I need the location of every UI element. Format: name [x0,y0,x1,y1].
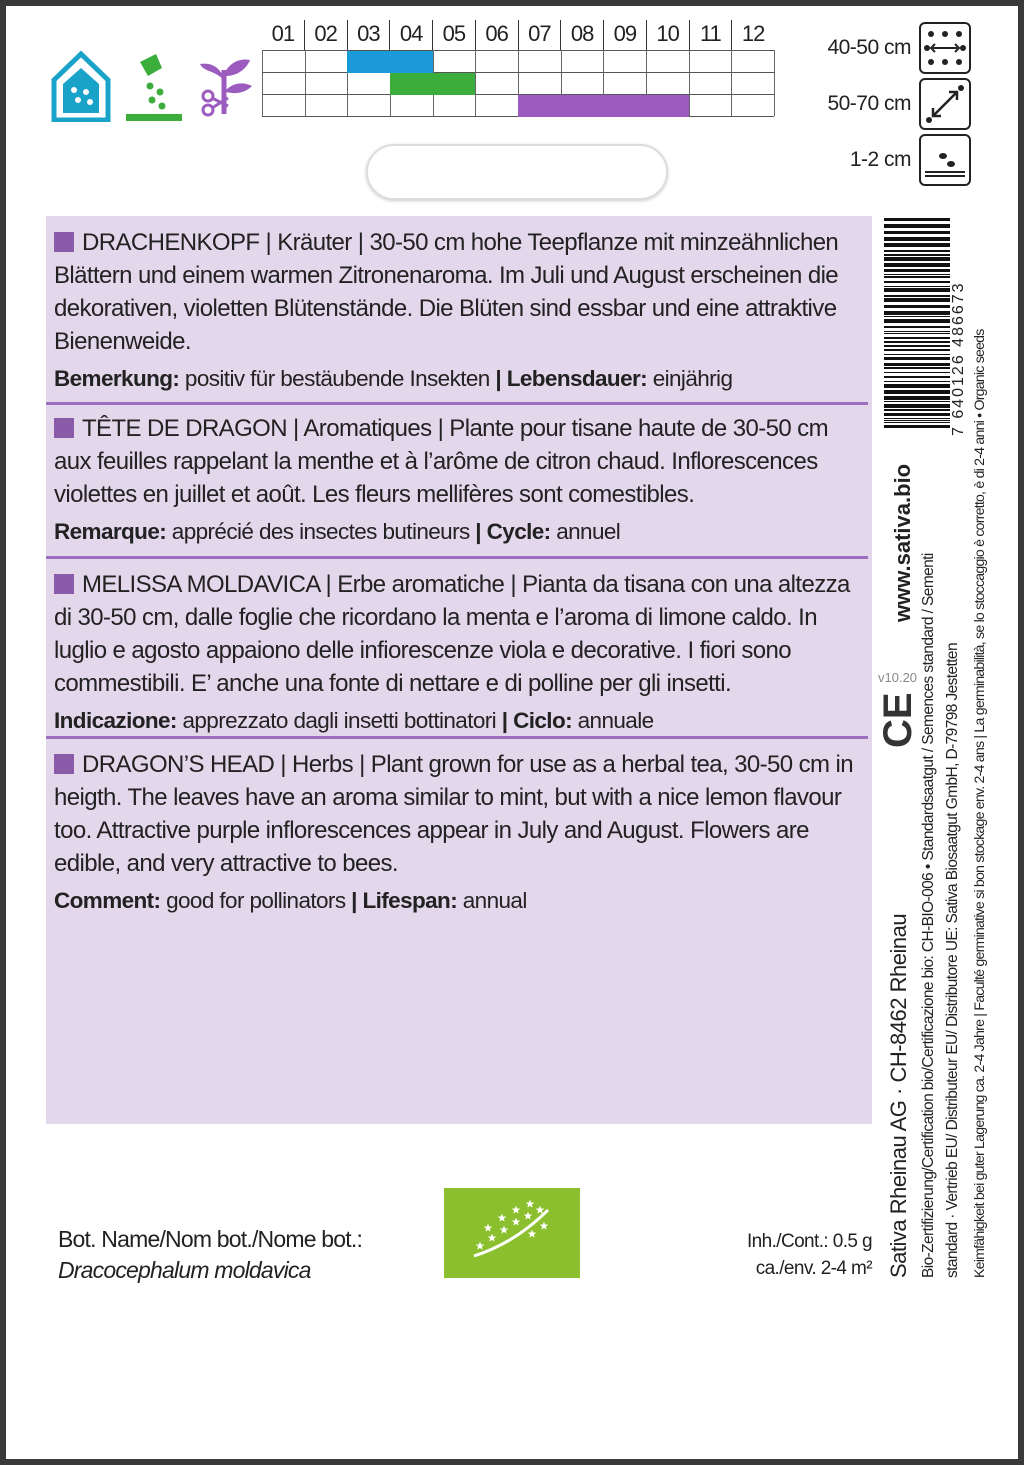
barcode-bar [884,288,950,292]
description-text: DRAGON’S HEAD | Herbs | Plant grown for use as a herbal tea, 30-50 cm in heigth. The leaves have an aroma similar to mint, but with a nice lemon flavour too. Attractive purple inflorescences appear in July and August. Flowers are edible, and very attractive to bees. [54,751,853,877]
eu-star [524,1212,533,1220]
eu-star [540,1222,549,1230]
eu-star [528,1230,537,1238]
company-address: Sativa Rheinau AG · CH-8462 Rheinau [886,913,911,1278]
barcode [884,218,960,428]
distributor-text: standard · Vertrieb EU/ Distributeur EU/ Distributore UE: Sativa Biosaatgut GmbH, D-79798 Jestetten [944,643,961,1278]
eu-star [500,1226,509,1234]
certification-text: Bio-Zertifizierung/Certification bio/Certificazione bio: CH-BIO-006 • Standardsaatgut / Semences standard / Sementi [920,553,937,1278]
barcode-bar [884,224,950,228]
row-spacing-label: 40-50 cm [827,36,911,59]
eu-star [476,1242,485,1250]
note-line: Bemerkung: positiv für bestäubende Insekten | Lebensdauer: einjährig [54,366,733,391]
greenhouse-sowing-icon [50,50,112,122]
eu-star [512,1206,521,1214]
barcode-bar [884,357,950,360]
barcode-bar [884,319,950,323]
eu-star [498,1214,507,1222]
eu-star [536,1206,545,1214]
bullet-square [54,232,74,252]
description-panel [46,216,872,1124]
barcode-bar [884,425,950,428]
barcode-bar [884,274,950,275]
sowing-depth [801,132,971,188]
spacing-legend [801,20,971,188]
barcode-bar [884,341,950,343]
barcode-bar [884,298,950,302]
barcode-bar [884,381,950,382]
note-line: Indicazione: apprezzato dagli insetti bottinatori | Ciclo: annuale [54,708,654,733]
barcode-bar [884,404,950,408]
month-label: 06 [475,20,518,50]
botanical-label: Bot. Name/Nom bot./Nome bot.: [58,1226,363,1252]
plant-spacing-icon [919,78,971,130]
calendar-column-line [262,50,263,116]
barcode-bar [884,413,950,416]
barcode-bar [884,311,950,315]
plant-spacing [801,76,971,132]
barcode-bar [884,390,950,394]
note-line: Remarque: apprécié des insectes butineurs | Cycle: annuel [54,519,621,544]
section-english [54,748,864,917]
eu-star [526,1200,535,1208]
barcode-bar [884,372,950,373]
eu-star [488,1234,497,1242]
plant-spacing-label: 50-70 cm [827,92,911,115]
calendar-column-line [731,50,732,116]
section-german [54,226,864,395]
barcode-bar [884,376,950,378]
barcode-bar [884,367,950,369]
barcode-bar [884,418,950,419]
description-text: TÊTE DE DRAGON | Aromatiques | Plante pour tisane haute de 30-50 cm aux feuilles rappelant la menthe et à l’arôme de citron chaud. Inflorescences violettes en juillet et août. Les fleurs mellifères sont comestibles. [54,415,828,508]
barcode-bar [884,354,950,355]
calendar-column-line [475,50,476,116]
eu-organic-logo [444,1188,580,1278]
month-label: 05 [432,20,475,50]
barcode-bar [884,257,950,261]
barcode-bar [884,263,950,267]
row-spacing-icon [919,22,971,74]
barcode-bar [884,422,950,423]
ce-mark: CE [876,692,920,748]
barcode-bar [884,250,950,252]
sowing-depth-icon [919,134,971,186]
row-spacing [801,20,971,76]
calendar-column-line [305,50,306,116]
barcode-bar [884,345,950,347]
website-link[interactable]: www.sativa.bio [890,463,915,622]
barcode-bar [884,337,950,339]
barcode-bar [884,420,950,421]
barcode-bar [884,276,950,278]
calendar-row-end [262,116,774,139]
barcode-bar [884,349,950,351]
barcode-bar [884,305,950,308]
barcode-number: 7 640126 486673 [950,281,967,436]
bullet-square [54,754,74,774]
sowing-calendar [262,20,774,116]
content-area: ca./env. 2-4 m² [755,1258,872,1279]
barcode-bar [884,401,950,402]
harvest-icon [194,50,256,122]
calendar-period-bar [390,73,475,95]
outdoor-sowing-icon [122,50,184,122]
calendar-period-bar [347,51,432,73]
description-text: MELISSA MOLDAVICA | Erbe aromatiche | Pianta da tisana con una altezza di 30-50 cm, dalle foglie che ricordano la menta e l’aroma di limone caldo. In luglio e agosto appaiono delle infiorescenze viola e decorative. I fiori sono commestibili. E’ anche una fonte di nettare e di polline per gli insetti. [54,571,850,697]
description-text: DRACHENKOPF | Kräuter | 30-50 cm hohe Teepflanze mit minzeähnlichen Blättern und einem warmen Zitronenaroma. Im Juli und August erscheinen die dekorativen, violetten Blütenstände. Die Blüten sind essbar und eine attraktive Bienenweide. [54,229,839,355]
version-label: v10.20 [878,670,918,685]
section-divider [46,556,868,559]
month-label: 09 [603,20,646,50]
content-info [746,1228,872,1282]
note-line: Comment: good for pollinators | Lifespan: annual [54,888,527,913]
barcode-bar [884,363,950,366]
section-divider [46,402,868,405]
sowing-depth-label: 1-2 cm [849,148,911,171]
botanical-name [58,1224,362,1286]
barcode-bar [884,331,950,332]
barcode-bar [884,237,950,241]
month-label: 08 [560,20,603,50]
calendar-period-bar [518,95,689,117]
bullet-square [54,418,74,438]
month-labels [262,20,774,50]
calendar-grid [262,50,774,116]
section-divider [46,736,868,739]
sowing-icons [50,50,256,122]
calendar-column-line [689,50,690,116]
month-label: 10 [646,20,689,50]
barcode-bar [884,295,950,297]
section-french [54,412,864,548]
barcode-bar [884,254,950,256]
month-label: 01 [271,21,295,46]
barcode-bar [884,326,950,328]
month-label: 04 [389,20,432,50]
botanical-species: Dracocephalum moldavica [58,1257,311,1283]
barcode-bar [884,286,950,287]
section-italian [54,568,864,737]
eu-star [484,1224,493,1232]
bullet-square [54,574,74,594]
hang-hole [366,144,668,200]
month-label: 11 [689,20,732,50]
month-label: 02 [304,20,347,50]
content-weight: Inh./Cont.: 0.5 g [747,1231,872,1252]
barcode-bar [884,281,950,283]
barcode-bar [884,409,950,411]
month-label: 03 [347,20,390,50]
month-label: 12 [731,20,774,50]
barcode-bar [884,396,950,400]
barcode-bar [884,269,950,272]
month-label: 07 [518,20,561,50]
barcode-bar [884,218,950,221]
barcode-bar [884,316,950,317]
barcode-bar [884,243,950,247]
barcode-bar [884,384,950,388]
calendar-column-line [774,50,775,116]
germination-text: Keimfähigkeit bei guter Lagerung ca. 2-4 Jahre | Faculté germinative si bon stockage env. 2-4 ans | La germinabilità, se lo stoccaggio è corretto, è di 2-4 anni • Organic seeds [972,329,988,1278]
eu-star [512,1218,521,1226]
barcode-bar [884,231,950,234]
barcode-bar [884,333,950,334]
